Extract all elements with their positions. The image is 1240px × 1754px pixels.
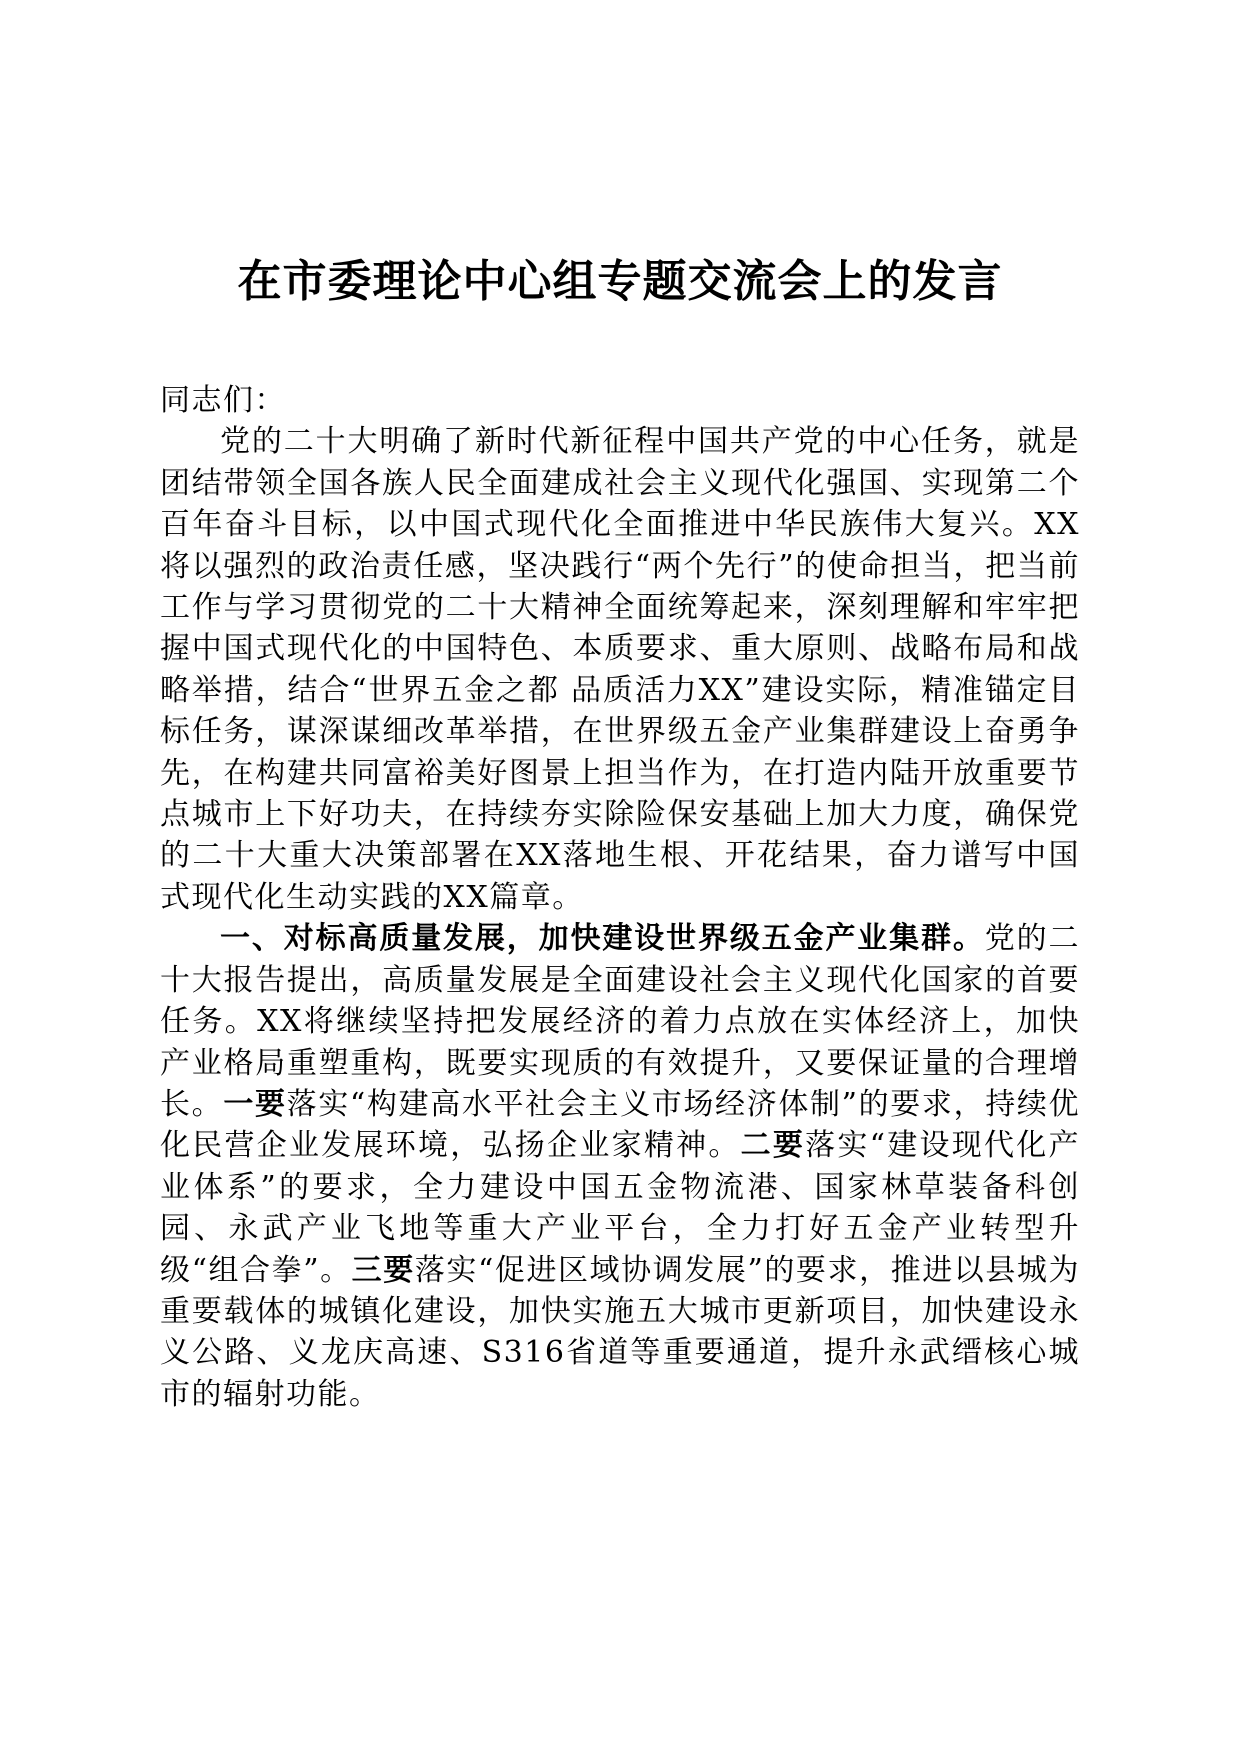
section-1-intro: 党的二十大报告提出，高质量发展是全面建设社会主义现代化国家的首要任务。XX将继续坚持把发展经济的着力点放在实体经济上，加快产业格局重塑重构，既要实现质的有效提升，又要保证量的合理增长。 <box>160 921 1081 1122</box>
point-3-label: 三要 <box>351 1252 415 1288</box>
section-1-heading: 一、对标高质量发展，加快建设世界级五金产业集群。 <box>220 921 985 957</box>
paragraph-intro: 党的二十大明确了新时代新征程中国共产党的中心任务，就是团结带领全国各族人民全面建成社会主义现代化强国、实现第二个百年奋斗目标，以中国式现代化全面推进中华民族伟大复兴。XX将以强烈的政治责任感，坚决践行“两个先行”的使命担当，把当前工作与学习贯彻党的二十大精神全面统筹起来，深刻理解和牢牢把握中国式现代化的中国特色、本质要求、重大原则、战略布局和战略举措，结合“世界五金之都 品质活力XX”建设实际，精准锚定目标任务，谋深谋细改革举措，在世界级五金产业集群建设上奋勇争先，在构建共同富裕美好图景上担当作为，在打造内陆开放重要节点城市上下好功夫，在持续夯实除险保安基础上加大力度，确保党的二十大重大决策部署在XX落地生根、开花结果，奋力谱写中国式现代化生动实践的XX篇章。 <box>160 424 1080 915</box>
salutation: 同志们： <box>160 383 286 418</box>
point-1-label: 一要 <box>223 1086 287 1122</box>
point-2-text: 落实“建设现代化产业体系”的要求，全力建设中国五金物流港、国家林草装备科创园、永武产业飞地等重大产业平台，全力打好五金产业转型升级“组合拳”。 <box>160 1128 1081 1288</box>
point-3-text: 落实“促进区域协调发展”的要求，推进以县城为重要载体的城镇化建设，加快实施五大城市更新项目，加快建设永义公路、义龙庆高速、S316省道等重要通道，提升永武缙核心城市的辐射功能。 <box>160 1252 1080 1412</box>
document-body <box>160 380 1080 1415</box>
paragraph-section-1 <box>160 918 1080 1415</box>
point-1-text: 落实“构建高水平社会主义市场经济体制”的要求，持续优化民营企业发展环境，弘扬企业家精神。 <box>160 1086 1081 1164</box>
document-title: 在市委理论中心组专题交流会上的发言 <box>237 256 1003 307</box>
point-2-label: 二要 <box>740 1128 806 1164</box>
